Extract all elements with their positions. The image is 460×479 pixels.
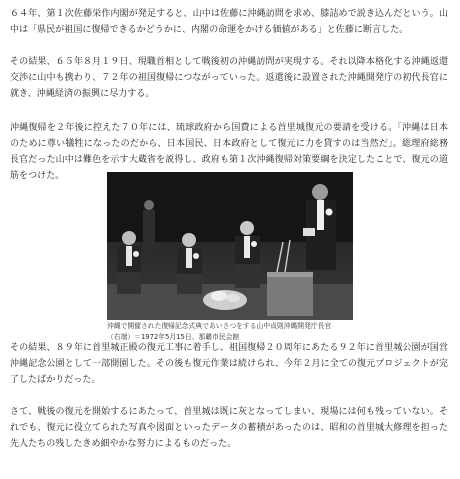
article-paragraph-2: その結果、６５年８月１９日、現職首相として戦後初の沖縄訪問が実現する。それ以降本格化する沖縄返還交渉に山中も携わり、７２年の祖国復帰につながっていった。返還後に設置された沖縄開発庁の初代長官に就き、沖縄経済の振興に尽力する。 bbox=[10, 57, 448, 99]
article-paragraph-5: さて、戦後の復元を開始するにあたって、首里城は既に灰となってしまい、現場には何も残っていない。それでも、復元に役立てられた写真や図面といったデータの蓄積があったのは、昭和の首里城大修理を担った先人たちの残したきめ細やかな努力によるものだった。 bbox=[10, 407, 448, 449]
photo-caption-line-2: （右端）＝1972年5月15日、那覇市民会館 bbox=[107, 333, 240, 341]
article-paragraph-3: 沖縄復帰を２年後に控えた７０年には、琉球政府から国費による首里城復元の要請を受ける。「沖縄は日本のために尊い犠牲になったのだから、日本国民、日本政府として復元に力を貸すのは当然だ」。総理府総務長官だった山中は難色を示す大蔵省を説得し、政府も第１次沖縄復帰対策要綱を決定したことで、復元の道筋をつけた。 bbox=[10, 123, 448, 181]
article-paragraph-4: その結果、８９年に首里城正殿の復元工事に着手し、祖国復帰２０周年にあたる９２年に首里城公園が国営沖縄記念公園として一部開園した。その後も復元作業は続けられ、今年２月に全ての復元プロジェクトが完了したばかりだった。 bbox=[10, 343, 448, 385]
ceremony-photo bbox=[107, 172, 353, 320]
article-paragraph-1: ６４年、第１次佐藤栄作内閣が発足すると、山中は佐藤に沖縄訪問を求め、膝詰めで説き込んだという。山中は「県民が祖国に復帰できるかどうかに、内閣の命運をかける価値がある」と佐藤に断言した。 bbox=[10, 9, 448, 35]
photo-caption-line-1: 沖縄で開催された復帰記念式典であいさつをする山中貞則沖縄開発庁長官 bbox=[107, 322, 332, 330]
